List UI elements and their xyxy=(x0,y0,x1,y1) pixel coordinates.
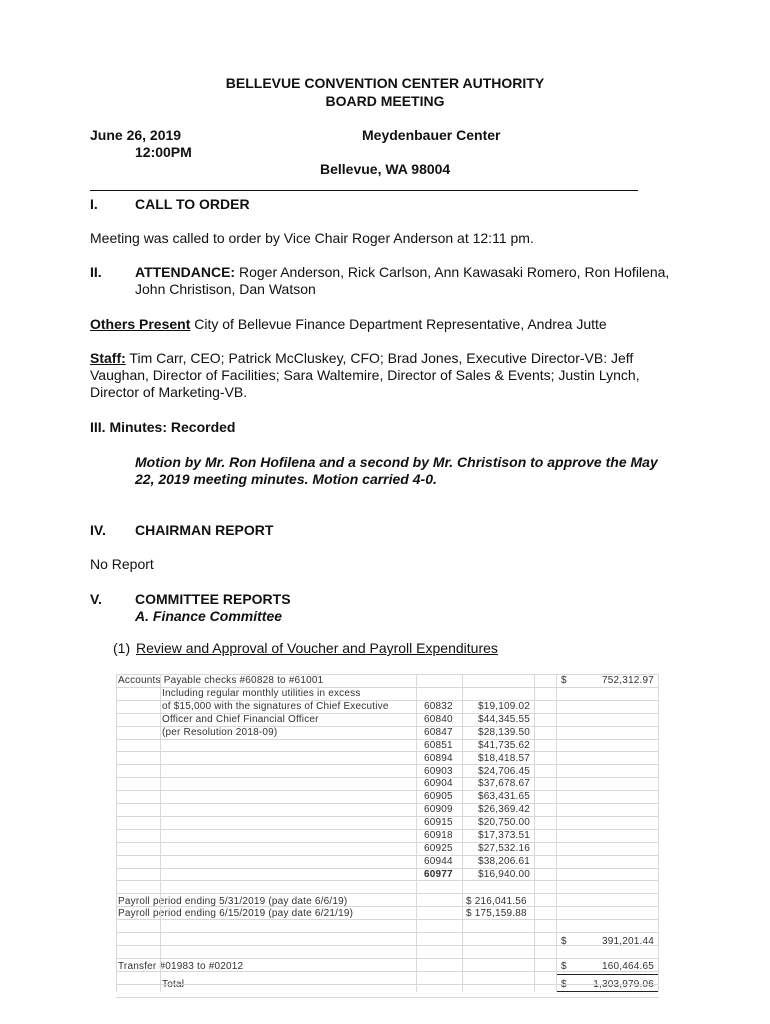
payroll-amount: $ 216,041.56 xyxy=(466,896,527,907)
check-amount: $41,735.62 xyxy=(478,739,531,751)
grid-column-line xyxy=(658,674,659,992)
check-number: 60894 xyxy=(424,752,453,764)
check-amount: $27,532.16 xyxy=(478,842,531,854)
grid-row-line xyxy=(116,958,659,959)
check-number: 60977 xyxy=(424,868,453,880)
section-1-text: Meeting was called to order by Vice Chair Roger Anderson at 12:11 pm. xyxy=(90,230,534,246)
grid-column-line xyxy=(116,674,117,992)
grid-row-line xyxy=(116,777,659,778)
check-number: 60832 xyxy=(424,701,453,712)
section-4-text: No Report xyxy=(90,556,154,572)
check-number: 60847 xyxy=(424,726,453,738)
grid-row-line xyxy=(116,919,659,920)
attendance-label: ATTENDANCE: xyxy=(135,264,236,280)
check-number: 60840 xyxy=(424,713,453,725)
payroll-total: 391,201.44 xyxy=(601,936,654,947)
staff-line-1: Tim Carr, CEO; Patrick McCluskey, CFO; Brad Jones, Executive Director-VB: Jeff xyxy=(129,350,634,366)
transfer-label: Transfer #01983 to #02012 xyxy=(118,961,244,972)
grid-row-line xyxy=(116,790,659,791)
grid-row-line xyxy=(116,739,659,740)
item-1-number: (1) xyxy=(113,640,131,656)
item-1-title: Review and Approval of Voucher and Payroll Expenditures xyxy=(136,640,498,656)
payroll-label: Payroll period ending 6/15/2019 (pay date 6/21/19) xyxy=(118,908,354,919)
check-number: 60944 xyxy=(424,855,453,867)
check-number: 60905 xyxy=(424,791,453,803)
section-3-title: III. Minutes: Recorded xyxy=(90,419,236,435)
motion-line-1: Motion by Mr. Ron Hofilena and a second by Mr. Christison to approve the May xyxy=(135,454,658,470)
check-amount: $20,750.00 xyxy=(478,817,531,829)
attendance-line-1: Roger Anderson, Rick Carlson, Ann Kawasaki Romero, Ron Hofilena, xyxy=(238,264,670,280)
grid-row-line xyxy=(116,713,659,714)
meeting-date: June 26, 2019 xyxy=(90,127,182,143)
check-number: 60915 xyxy=(424,817,453,829)
check-amount: $37,678.67 xyxy=(478,778,531,790)
grid-row-line xyxy=(116,971,659,972)
grid-row-line xyxy=(116,880,659,881)
check-number: 60851 xyxy=(424,739,453,751)
grid-row-line xyxy=(116,932,659,933)
grid-row-line xyxy=(116,726,659,727)
others-present-text: City of Bellevue Finance Department Representative, Andrea Jutte xyxy=(194,316,607,332)
check-amount: $44,345.55 xyxy=(478,713,531,725)
grid-row-line xyxy=(116,764,659,765)
others-present xyxy=(90,316,607,333)
org-title: BELLEVUE CONVENTION CENTER AUTHORITY xyxy=(225,75,545,91)
grid-row-line xyxy=(116,906,659,907)
grid-column-line xyxy=(556,674,557,992)
check-amount: $24,706.45 xyxy=(478,765,531,777)
grid-column-line xyxy=(462,674,463,992)
section-5-number: V. xyxy=(90,591,102,607)
meeting-venue: Meydenbauer Center xyxy=(362,127,501,143)
check-number: 60909 xyxy=(424,804,453,816)
check-number: 60903 xyxy=(424,765,453,777)
section-4-title: CHAIRMAN REPORT xyxy=(135,522,274,538)
total-underline xyxy=(556,991,658,992)
meeting-city: Bellevue, WA 98004 xyxy=(320,161,451,177)
staff-block xyxy=(90,350,640,401)
total-dollar-sign: $ xyxy=(561,979,567,990)
transfer-dollar-sign: $ xyxy=(561,961,567,972)
grid-row-line xyxy=(116,984,659,985)
grid-row-line xyxy=(116,803,659,804)
payroll-label: Payroll period ending 5/31/2019 (pay date 6/6/19) xyxy=(118,896,348,907)
payroll-amount: $ 175,159.88 xyxy=(466,908,527,919)
check-number: 60925 xyxy=(424,842,453,854)
grid-row-line xyxy=(116,842,659,843)
check-amount: $28,139.50 xyxy=(478,726,531,738)
grid-row-line xyxy=(116,893,659,894)
check-amount: $26,369.42 xyxy=(478,804,531,816)
grid-row-line xyxy=(116,674,659,675)
ap-dollar-sign: $ xyxy=(561,675,567,686)
check-amount: $38,206.61 xyxy=(478,855,531,867)
check-number: 60918 xyxy=(424,830,453,841)
transfer-amount: 160,464.65 xyxy=(601,961,654,972)
ap-note-line: Including regular monthly utilities in excess xyxy=(162,688,361,699)
attendance-block xyxy=(135,264,669,298)
motion-text xyxy=(135,454,658,488)
ap-note-line: (per Resolution 2018-09) xyxy=(162,727,278,738)
grid-row-line xyxy=(116,829,659,830)
check-amount: $16,940.00 xyxy=(478,868,531,880)
grid-row-line xyxy=(116,816,659,817)
section-1-title: CALL TO ORDER xyxy=(135,196,250,212)
ap-label: Accounts Payable checks #60828 to #61001 xyxy=(118,675,324,686)
motion-line-2: 22, 2019 meeting minutes. Motion carried 4-0. xyxy=(135,471,437,487)
attendance-line-2: John Christison, Dan Watson xyxy=(135,281,316,297)
meeting-time: 12:00PM xyxy=(135,144,192,160)
grand-total: 1,303,979.06 xyxy=(593,979,654,990)
staff-line-2: Vaughan, Director of Facilities; Sara Waltemire, Director of Sales & Events; Justin Lynch, xyxy=(90,367,640,383)
transfer-underline xyxy=(556,974,658,975)
finance-committee-heading: A. Finance Committee xyxy=(135,608,283,624)
grid-column-line xyxy=(160,674,161,992)
check-amount: $18,418.57 xyxy=(478,752,531,764)
ap-note-line: Officer and Chief Financial Officer xyxy=(162,714,319,725)
total-label: Total xyxy=(162,979,185,990)
meeting-title: BOARD MEETING xyxy=(325,93,445,109)
section-5-title: COMMITTEE REPORTS xyxy=(135,591,291,607)
ap-note-line: of $15,000 with the signatures of Chief Executive xyxy=(162,701,389,712)
grid-row-line xyxy=(116,945,659,946)
staff-line-3: Director of Marketing-VB. xyxy=(90,384,248,400)
others-present-label: Others Present xyxy=(90,316,191,332)
grid-row-line xyxy=(116,855,659,856)
grid-row-line xyxy=(116,751,659,752)
check-number: 60904 xyxy=(424,778,453,790)
grid-column-line xyxy=(534,674,535,992)
section-1-number: I. xyxy=(90,196,98,212)
payroll-dollar-sign: $ xyxy=(561,936,567,947)
ap-total: 752,312.97 xyxy=(601,675,654,686)
expenditure-table xyxy=(116,674,659,992)
grid-row-line xyxy=(116,687,659,688)
check-amount: $63,431.65 xyxy=(478,791,531,803)
header-divider xyxy=(90,190,638,191)
section-2-number: II. xyxy=(90,264,102,280)
grid-column-line xyxy=(416,674,417,992)
staff-label: Staff: xyxy=(90,350,126,366)
section-4-number: IV. xyxy=(90,522,106,538)
check-amount: $19,109.02 xyxy=(478,701,531,712)
grid-row-line xyxy=(116,997,659,998)
check-amount: $17,373.51 xyxy=(478,830,531,841)
grid-row-line xyxy=(116,868,659,869)
grid-row-line xyxy=(116,700,659,701)
